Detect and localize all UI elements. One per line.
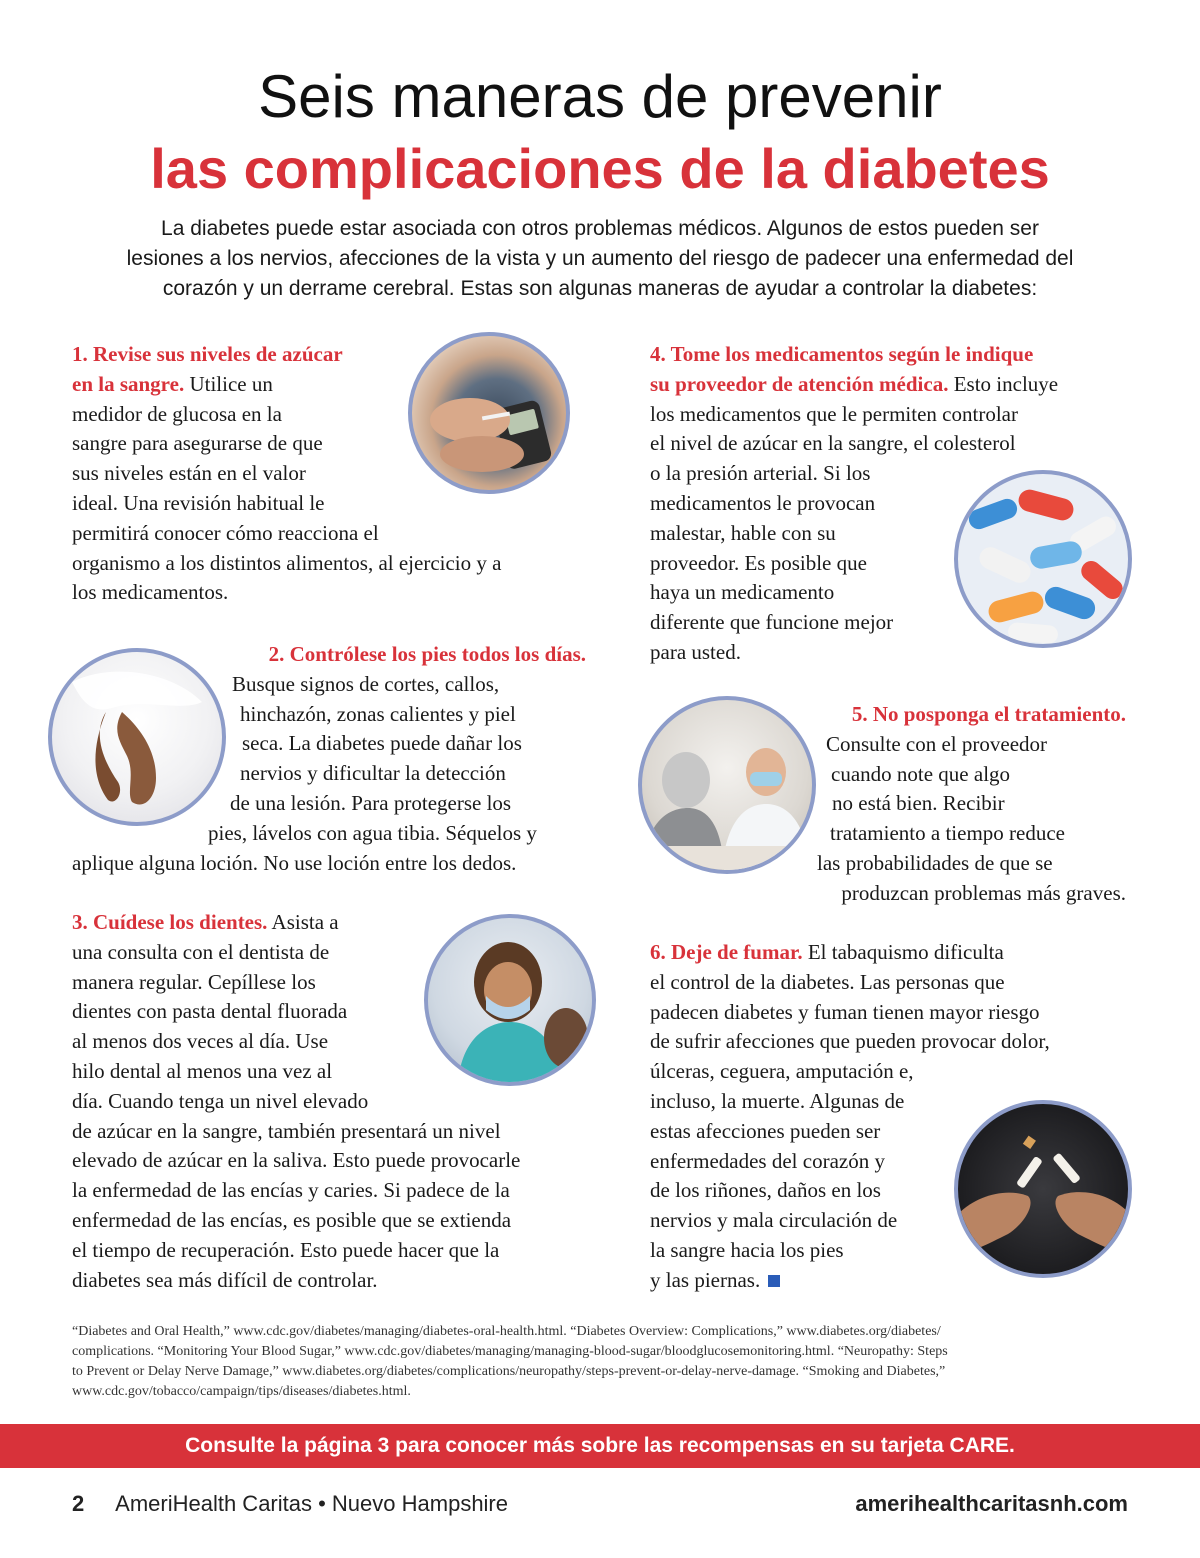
glucose-meter-photo (408, 332, 570, 494)
tip-5: 5. No posponga el tratamiento. Consulte con el proveedor cuando note que algo no está bien. Recibir tratamiento a tiempo reduce las probabilidades de que se produzcan problemas más graves. (817, 702, 1126, 905)
pills-photo (954, 470, 1132, 648)
tip-2: 2. Contrólese los pies todos los días. Busque signos de cortes, callos, hinchazón, zonas calientes y piel seca. La diabetes puede dañar los nervios y dificultar la detección de una lesión. Para protegerse los pies, lávelos con agua tibia. Séquelos y aplique alguna loción. No use loción entre los dedos. (72, 642, 586, 875)
end-square-icon (768, 1275, 780, 1287)
page-subtitle: las complicaciones de la diabetes (150, 137, 1050, 200)
broken-cigarette-photo (954, 1100, 1132, 1278)
page-number: 2 (72, 1491, 85, 1516)
website-link[interactable]: amerihealthcaritasnh.com (855, 1491, 1128, 1516)
page-title: Seis maneras de prevenir (258, 63, 942, 130)
page-footer (72, 1486, 1128, 1522)
tip-3: 3. Cuídese los dientes. Asista a una consulta con el dentista de manera regular. Cepíllese los dientes con pasta dental fluorada al menos dos veces al día. Use hilo dental al menos una vez al día. Cuando tenga un nivel elevado de azúcar en la sangre, también presentará un nivel elevado de azúcar en la saliva. Esto puede provocarle la enfermedad de las encías y caries. Si padece de la enfermedad de las encías, es posible que se extienda el tiempo de recuperación. Esto puede hacer que la diabetes sea más difícil de controlar. (72, 910, 521, 1292)
footer-org: AmeriHealth Caritas • Nuevo Hampshire (115, 1491, 508, 1516)
sources-citation: “Diabetes and Oral Health,” www.cdc.gov/diabetes/managing/diabetes-oral-health.html. “Diabetes Overview: Complications,” www.diabetes.org/diabetes/ complications. “Monitoring Your Blood Sugar,” www.cdc.gov/diabetes/managing/managing-blood-sugar/bloodglucosemonitoring.html. “Neuropathy: Steps to Prevent or Delay Nerve Damage,” www.diabetes.org/diabetes/complications/neuropathy/steps-prevent-or-delay-nerve-damage. “Smoking and Diabetes,” www.cdc.gov/tobacco/campaign/tips/diseases/diabetes.html. (72, 1324, 948, 1399)
intro-paragraph: La diabetes puede estar asociada con otros problemas médicos. Algunos de estos pueden ser lesiones a los nervios, afecciones de la vista y un aumento del riesgo de padecer una enfermedad del corazón y un derrame cerebral. Estas son algunas maneras de ayudar a controlar la diabetes: (126, 217, 1074, 300)
tip-6: 6. Deje de fumar. El tabaquismo dificulta el control de la diabetes. Las personas que padecen diabetes y fuman tienen mayor riesgo de sufrir afecciones que pueden provocar dolor, úlceras, ceguera, amputación e, incluso, la muerte. Algunas de estas afecciones pueden ser enfermedades del corazón y de los riñones, daños en los nervios y mala circulación de la sangre hacia los pies y las piernas. (650, 940, 1050, 1292)
dentist-photo (424, 914, 596, 1086)
tip-4: 4. Tome los medicamentos según le indique su proveedor de atención médica. Esto incluye los medicamentos que le permiten controlar el nivel de azúcar en la sangre, el colesterol o la presión arterial. Si los medicamentos le provocan malestar, hable con su proveedor. Es posible que haya un medicamento diferente que funcione mejor para usted. (650, 342, 1059, 664)
tip-1: 1. Revise sus niveles de azúcar en la sangre. Utilice un medidor de glucosa en la sangre para asegurarse de que sus niveles están en el valor ideal. Una revisión habitual le permitirá conocer cómo reacciona el organismo a los distintos alimentos, al ejercicio y a los medicamentos. (72, 342, 502, 605)
rewards-banner: Consulte la página 3 para conocer más sobre las recompensas en su tarjeta CARE. (0, 1424, 1200, 1468)
